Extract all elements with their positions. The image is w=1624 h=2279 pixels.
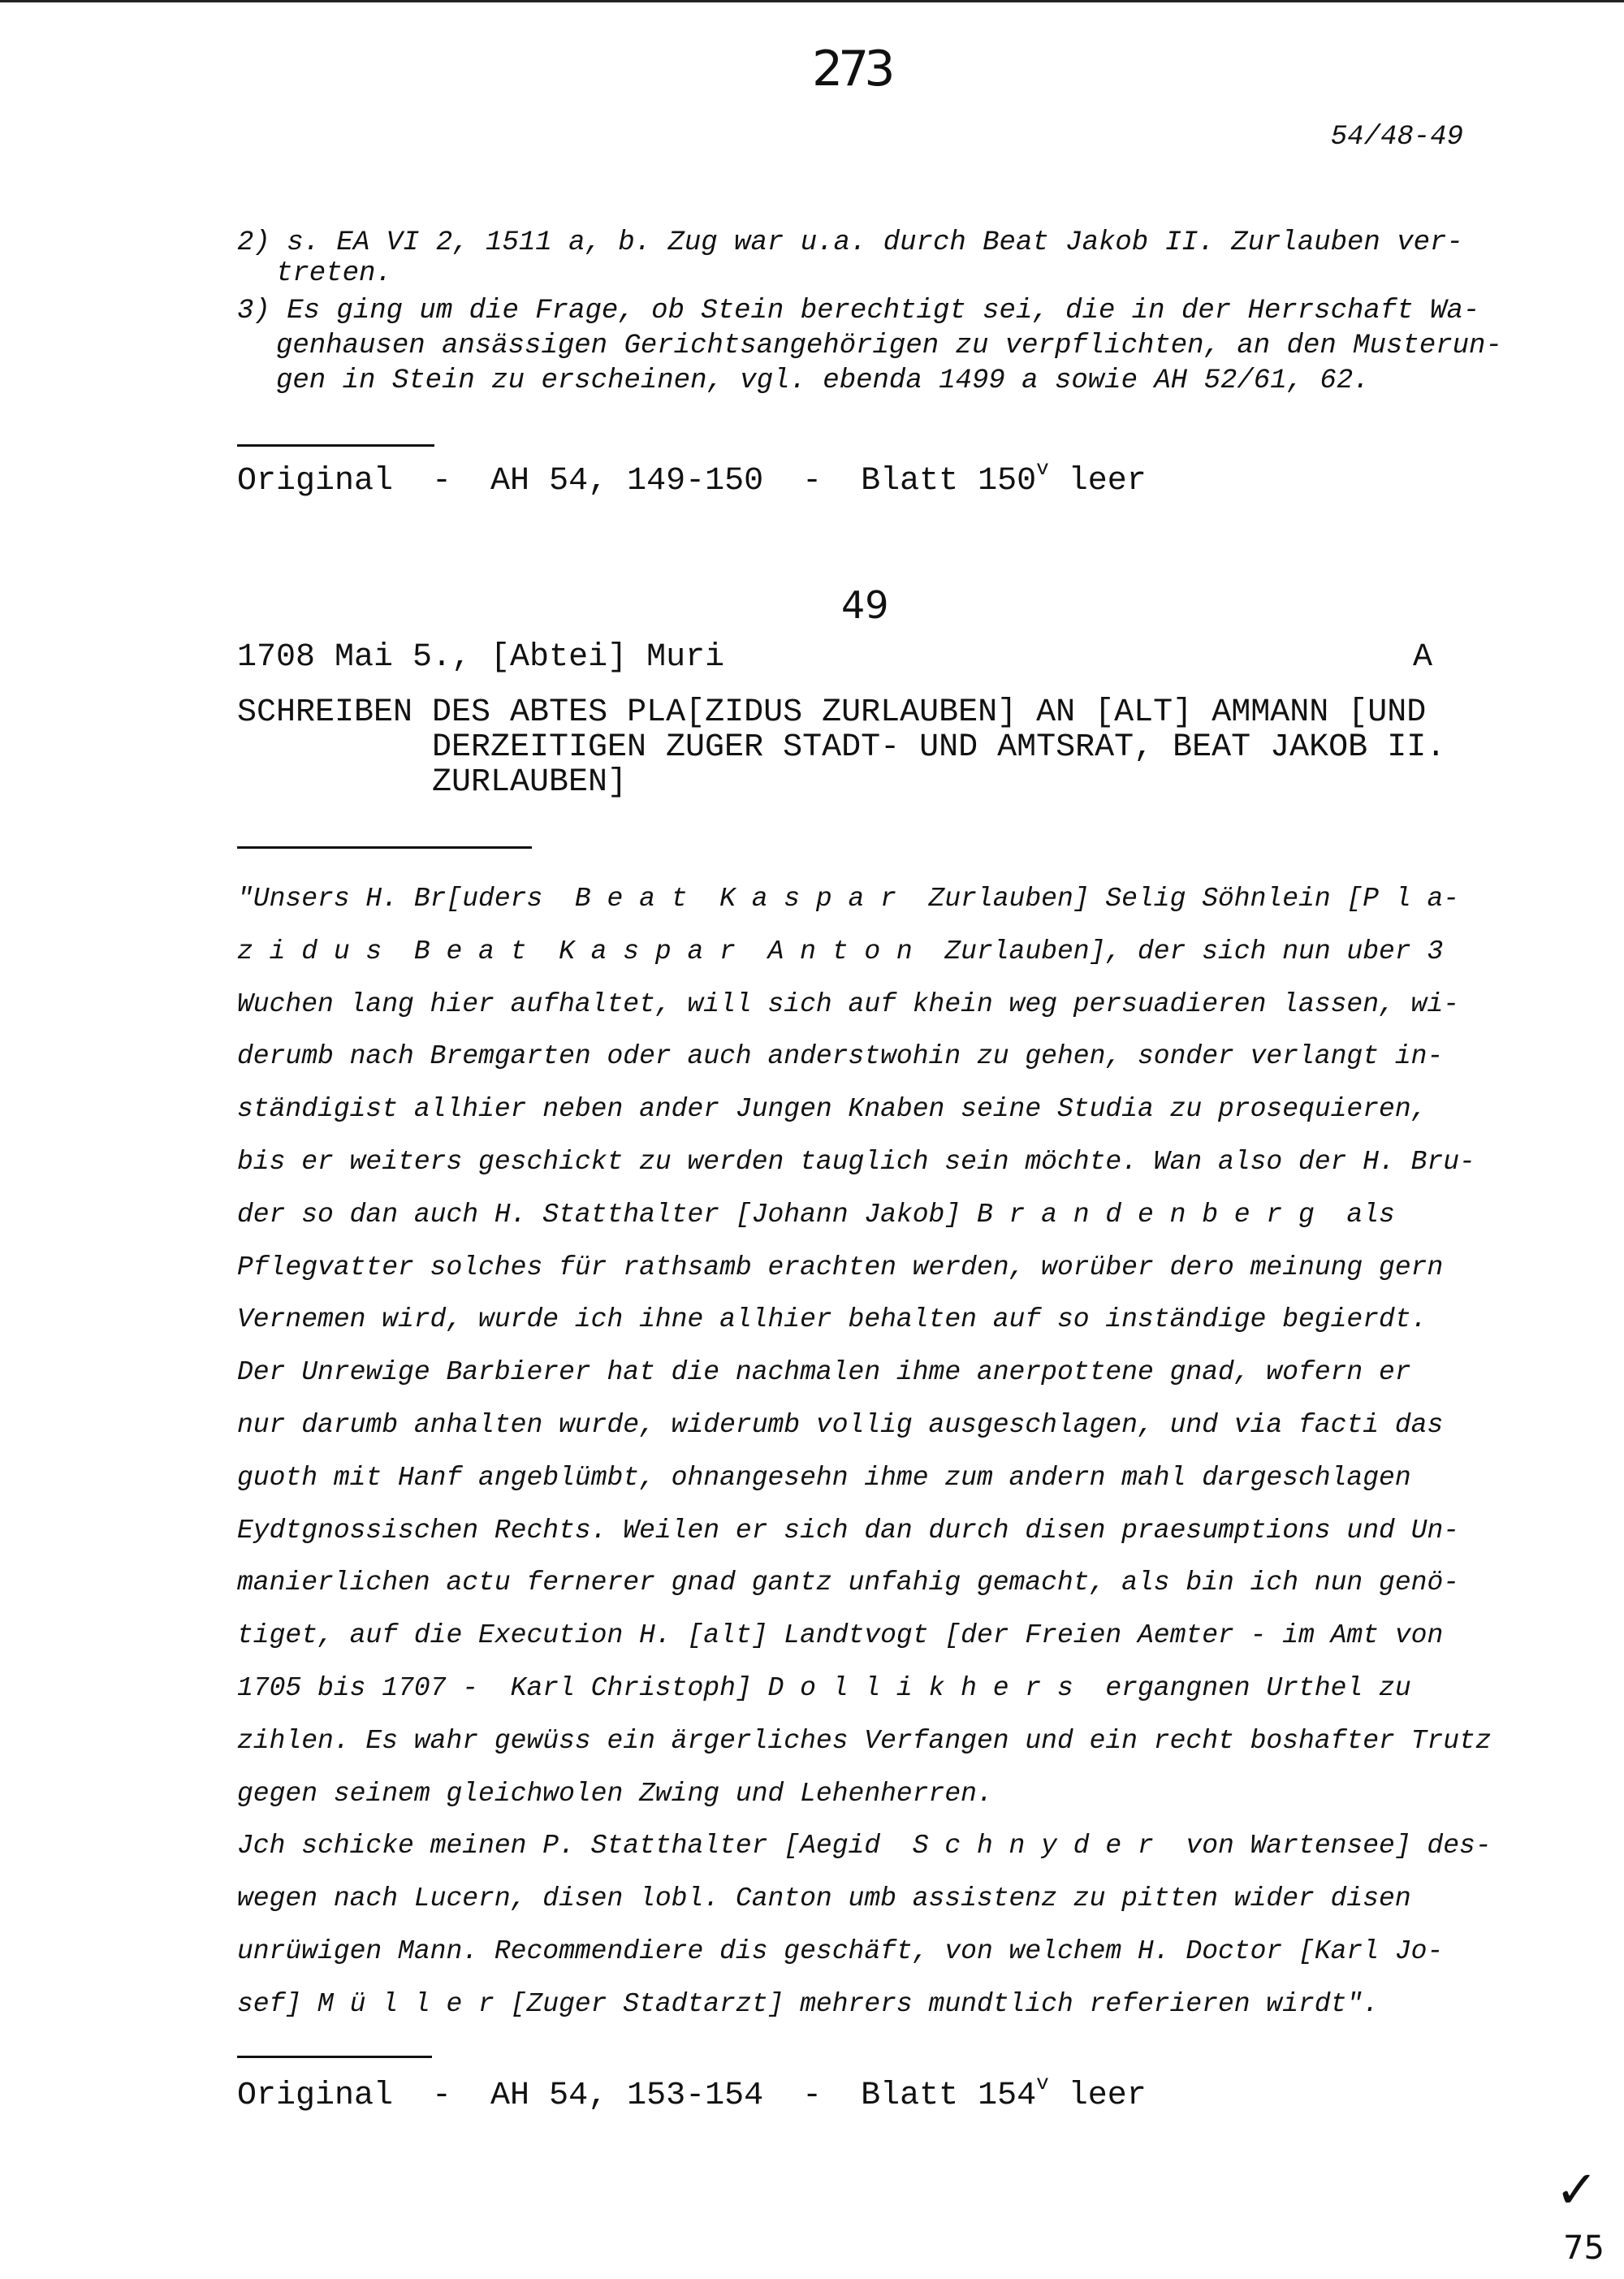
body-line: Wuchen lang hier aufhaltet, will sich auf khein weg persuadieren lassen, wi- bbox=[237, 988, 1460, 1019]
body-line: "Unsers H. Br[uders B e a t K a s p a r Zurlauben] Selig Söhnlein [P l a- bbox=[237, 884, 1460, 914]
document-number: 49 bbox=[841, 583, 889, 627]
footnote-line: gen in Stein zu erscheinen, vgl. ebenda 1499 a sowie AH 52/61, 62. bbox=[276, 365, 1370, 396]
body-line: sef] M ü l l e r [Zuger Stadtarzt] mehrers mundtlich referieren wirdt". bbox=[237, 1988, 1380, 2019]
body-line: Der Unrewige Barbierer hat die nachmalen ihme anerpottene gnad, wofern er bbox=[237, 1357, 1411, 1388]
body-line: Jch schicke meinen P. Statthalter [Aegid S c h n y d e r von Wartensee] des- bbox=[237, 1831, 1492, 1862]
body-line: tiget, auf die Execution H. [alt] Landtvogt [der Freien Aemter - im Amt von bbox=[237, 1620, 1444, 1651]
body-line: wegen nach Lucern, disen lobl. Canton umb assistenz zu pitten wider disen bbox=[237, 1883, 1411, 1914]
body-line: ständigist allhier neben ander Jungen Knaben seine Studia zu prosequieren, bbox=[237, 1094, 1427, 1125]
heading-line: SCHREIBEN DES ABTES PLA[ZIDUS ZURLAUBEN] AN [ALT] AMMANN [UND bbox=[237, 694, 1427, 731]
body-line: nur darumb anhalten wurde, widerumb vollig ausgeschlagen, und via facti das bbox=[237, 1410, 1444, 1440]
divider-rule bbox=[237, 2056, 432, 2058]
body-line: guoth mit Hanf angeblümbt, ohnangesehn ihme zum andern mahl dargeschlagen bbox=[237, 1462, 1411, 1493]
body-line: Pflegvatter solches für rathsamb erachten werden, worüber dero meinung gern bbox=[237, 1252, 1444, 1282]
footnote-line: genhausen ansässigen Gerichtsangehörigen zu verpflichten, an den Musterun- bbox=[276, 331, 1502, 361]
body-line: Eydtgnossischen Rechts. Weilen er sich dan durch disen praesumptions und Un- bbox=[237, 1515, 1460, 1546]
body-line: gegen seinem gleichwolen Zwing und Lehenherren. bbox=[237, 1778, 993, 1809]
heading-line: DERZEITIGEN ZUGER STADT- UND AMTSRAT, BEAT JAKOB II. bbox=[432, 729, 1446, 766]
date-place: 1708 Mai 5., [Abtei] Muri bbox=[237, 639, 725, 676]
page-number: 273 bbox=[812, 41, 891, 97]
body-line: Vernemen wird, wurde ich ihne allhier behalten auf so inständige begierdt. bbox=[237, 1304, 1427, 1335]
body-line: z i d u s B e a t K a s p a r A n t o n Zurlauben], der sich nun uber 3 bbox=[237, 936, 1444, 967]
body-line: manierlichen actu fernerer gnad gantz unfahig gemacht, als bin ich nun genö- bbox=[237, 1568, 1460, 1598]
copy-type: A bbox=[1413, 639, 1433, 676]
divider-rule bbox=[237, 846, 532, 849]
original-source-line: Original - AH 54, 153-154 - Blatt 154$^v$ leer bbox=[237, 2071, 1147, 2114]
document-reference: 54/48-49 bbox=[1330, 122, 1463, 153]
body-line: zihlen. Es wahr gewüss ein ärgerliches Verfangen und ein recht boshafter Trutz bbox=[237, 1725, 1492, 1756]
heading-line: ZURLAUBEN] bbox=[432, 764, 628, 801]
body-line: der so dan auch H. Statthalter [Johann Jakob] B r a n d e n b e r g als bbox=[237, 1199, 1395, 1230]
body-line: derumb nach Bremgarten oder auch anderstwohin zu gehen, sonder verlangt in- bbox=[237, 1041, 1444, 1072]
body-line: unrüwigen Mann. Recommendiere dis geschäft, von welchem H. Doctor [Karl Jo- bbox=[237, 1936, 1444, 1966]
divider-rule bbox=[237, 444, 434, 447]
scan-top-border bbox=[0, 0, 1624, 2]
body-line: bis er weiters geschickt zu werden tauglich sein möchte. Wan also der H. Bru- bbox=[237, 1147, 1475, 1177]
footnote-line: treten. bbox=[276, 258, 392, 289]
footnote-line: 3) Es ging um die Frage, ob Stein berechtigt sei, die in der Herrschaft Wa- bbox=[237, 296, 1480, 326]
handwritten-number: 75 bbox=[1563, 2229, 1605, 2267]
handwritten-check-mark: ✓ bbox=[1555, 2160, 1599, 2221]
footnote-line: 2) s. EA VI 2, 1511 a, b. Zug war u.a. durch Beat Jakob II. Zurlauben ver- bbox=[237, 227, 1463, 258]
body-line: 1705 bis 1707 - Karl Christoph] D o l l i k h e r s ergangnen Urthel zu bbox=[237, 1673, 1411, 1703]
original-source-line: Original - AH 54, 149-150 - Blatt 150$^v$ leer bbox=[237, 456, 1147, 499]
